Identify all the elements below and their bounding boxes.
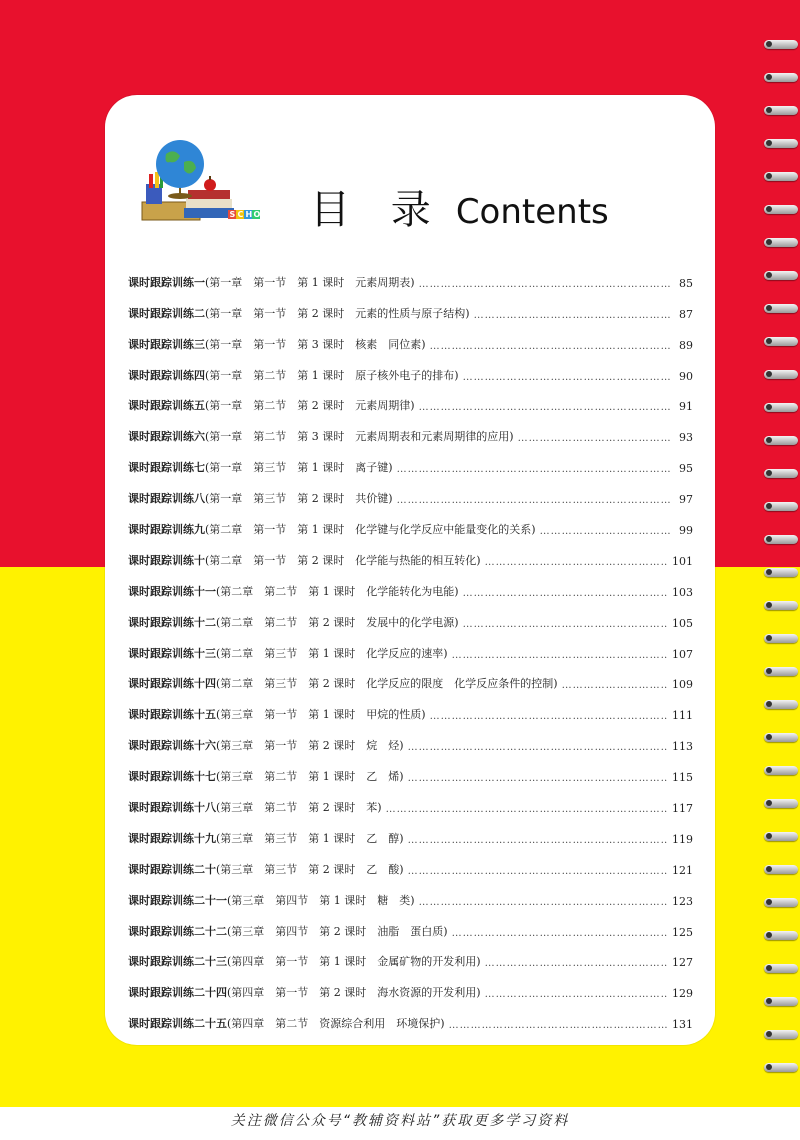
toc-entry-label: 课时跟踪训练五 bbox=[128, 399, 205, 413]
toc-entry-label: 课时跟踪训练二十 bbox=[128, 862, 216, 876]
toc-entry[interactable] bbox=[128, 321, 693, 352]
toc-entry-page: 121 bbox=[672, 863, 693, 877]
spiral-binding bbox=[760, 40, 800, 1100]
toc-entry-page: 123 bbox=[672, 894, 693, 908]
binding-hole bbox=[766, 1031, 772, 1037]
toc-entry-description: (第四章 第一节 第 1 课时 金属矿物的开发利用) bbox=[227, 955, 481, 969]
toc-entry-page: 113 bbox=[672, 740, 693, 754]
dot-leader bbox=[430, 341, 671, 352]
toc-entry-label: 课时跟踪训练三 bbox=[128, 337, 205, 351]
binding-ring bbox=[764, 403, 798, 412]
toc-entry-label: 课时跟踪训练十七 bbox=[128, 770, 216, 784]
binding-hole bbox=[766, 371, 772, 377]
toc-entry-description: (第一章 第二节 第 1 课时 原子核外电子的排布) bbox=[205, 368, 459, 382]
binding-ring bbox=[764, 73, 798, 82]
binding-ring bbox=[764, 865, 798, 874]
toc-entry[interactable] bbox=[128, 568, 693, 599]
binding-ring bbox=[764, 634, 798, 643]
toc-entry-description: (第四章 第一节 第 2 课时 海水资源的开发利用) bbox=[227, 986, 481, 1000]
toc-entry-page: 131 bbox=[672, 1018, 693, 1032]
toc-entry-page: 125 bbox=[672, 925, 693, 939]
binding-ring bbox=[764, 766, 798, 775]
toc-entry[interactable] bbox=[128, 290, 693, 321]
toc-entry-page: 97 bbox=[679, 493, 693, 507]
dot-leader bbox=[463, 372, 671, 383]
binding-hole bbox=[766, 470, 772, 476]
binding-ring bbox=[764, 1030, 798, 1039]
toc-entry-label: 课时跟踪训练十九 bbox=[128, 831, 216, 845]
toc-entry-label: 课时跟踪训练十 bbox=[128, 553, 205, 567]
dot-leader bbox=[430, 711, 668, 722]
binding-hole bbox=[766, 173, 772, 179]
toc-entry[interactable] bbox=[128, 815, 693, 846]
binding-hole bbox=[766, 338, 772, 344]
binding-hole bbox=[766, 767, 772, 773]
toc-entry-label: 课时跟踪训练十一 bbox=[128, 584, 216, 598]
toc-entry-description: (第一章 第一节 第 1 课时 元素周期表) bbox=[205, 275, 415, 289]
toc-entry-label: 课时跟踪训练十五 bbox=[128, 708, 216, 722]
toc-entry-page: 111 bbox=[672, 709, 693, 723]
toc-entry-page: 103 bbox=[672, 585, 693, 599]
binding-hole bbox=[766, 404, 772, 410]
toc-entry-description: (第一章 第一节 第 3 课时 核素 同位素) bbox=[205, 337, 426, 351]
title-english: Contents bbox=[455, 192, 609, 232]
toc-entry-description: (第一章 第二节 第 3 课时 元素周期表和元素周期律的应用) bbox=[205, 430, 514, 444]
toc-entry-page: 119 bbox=[672, 832, 693, 846]
toc-entry-label: 课时跟踪训练二十一 bbox=[128, 893, 227, 907]
toc-entry-description: (第三章 第二节 第 2 课时 苯) bbox=[216, 801, 382, 815]
toc-entry[interactable] bbox=[128, 259, 693, 290]
binding-hole bbox=[766, 239, 772, 245]
toc-entry-description: (第三章 第二节 第 1 课时 乙 烯) bbox=[216, 770, 404, 784]
binding-ring bbox=[764, 40, 798, 49]
toc-entry[interactable] bbox=[128, 784, 693, 815]
binding-hole bbox=[766, 833, 772, 839]
toc-entry-description: (第二章 第三节 第 2 课时 化学反应的限度 化学反应条件的控制) bbox=[216, 677, 558, 691]
binding-hole bbox=[766, 272, 772, 278]
toc-entry-label: 课时跟踪训练二十三 bbox=[128, 955, 227, 969]
binding-hole bbox=[766, 1064, 772, 1070]
toc-entry-label: 课时跟踪训练十三 bbox=[128, 646, 216, 660]
binding-hole bbox=[766, 866, 772, 872]
toc-entry-label: 课时跟踪训练十二 bbox=[128, 615, 216, 629]
dot-leader bbox=[518, 433, 671, 444]
svg-text:C: C bbox=[237, 210, 244, 219]
toc-entry-page: 99 bbox=[679, 524, 693, 538]
toc-entry-description: (第一章 第二节 第 2 课时 元素周期律) bbox=[205, 399, 415, 413]
toc-entry[interactable] bbox=[128, 630, 693, 661]
toc-entry-label: 课时跟踪训练一 bbox=[128, 275, 205, 289]
dot-leader bbox=[474, 310, 671, 321]
binding-ring bbox=[764, 172, 798, 181]
toc-entry[interactable] bbox=[128, 444, 693, 475]
binding-ring bbox=[764, 370, 798, 379]
toc-entry[interactable] bbox=[128, 599, 693, 630]
dot-leader bbox=[408, 742, 668, 753]
binding-ring bbox=[764, 535, 798, 544]
svg-text:O: O bbox=[253, 210, 261, 219]
binding-hole bbox=[766, 536, 772, 542]
dot-leader bbox=[419, 279, 671, 290]
toc-entry-page: 109 bbox=[672, 678, 693, 692]
toc-entry-description: (第一章 第三节 第 2 课时 共价键) bbox=[205, 492, 393, 506]
toc-entry[interactable] bbox=[128, 722, 693, 753]
binding-ring bbox=[764, 568, 798, 577]
toc-entry-page: 101 bbox=[672, 554, 693, 568]
dot-leader bbox=[408, 866, 668, 877]
toc-entry[interactable] bbox=[128, 413, 693, 444]
dot-leader bbox=[485, 989, 668, 1000]
page-title bbox=[310, 178, 609, 235]
toc-entry-page: 117 bbox=[672, 802, 693, 816]
binding-hole bbox=[766, 602, 772, 608]
binding-hole bbox=[766, 998, 772, 1004]
dot-leader bbox=[397, 495, 671, 506]
toc-entry-page: 127 bbox=[672, 956, 693, 970]
binding-hole bbox=[766, 503, 772, 509]
binding-ring bbox=[764, 898, 798, 907]
toc-entry[interactable] bbox=[128, 877, 693, 908]
toc-entry[interactable] bbox=[128, 383, 693, 414]
toc-entry-label: 课时跟踪训练十六 bbox=[128, 739, 216, 753]
toc-entry-description: (第二章 第一节 第 1 课时 化学键与化学反应中能量变化的关系) bbox=[205, 523, 536, 537]
toc-entry-page: 115 bbox=[672, 771, 693, 785]
binding-hole bbox=[766, 140, 772, 146]
toc-entry[interactable] bbox=[128, 537, 693, 568]
binding-ring bbox=[764, 205, 798, 214]
toc-entry-page: 93 bbox=[679, 431, 693, 445]
binding-hole bbox=[766, 569, 772, 575]
table-of-contents bbox=[128, 259, 693, 1031]
toc-entry-description: (第二章 第一节 第 2 课时 化学能与热能的相互转化) bbox=[205, 553, 481, 567]
binding-ring bbox=[764, 733, 798, 742]
binding-ring bbox=[764, 106, 798, 115]
dot-leader bbox=[463, 588, 668, 599]
dot-leader bbox=[419, 897, 668, 908]
toc-entry-description: (第一章 第三节 第 1 课时 离子键) bbox=[205, 461, 393, 475]
dot-leader bbox=[408, 773, 668, 784]
toc-entry-description: (第四章 第二节 资源综合利用 环境保护) bbox=[227, 1017, 445, 1031]
binding-hole bbox=[766, 635, 772, 641]
toc-entry-label: 课时跟踪训练十四 bbox=[128, 677, 216, 691]
title-chinese: 目 录 bbox=[310, 187, 445, 233]
binding-hole bbox=[766, 734, 772, 740]
binding-ring bbox=[764, 469, 798, 478]
dot-leader bbox=[562, 680, 668, 691]
toc-entry-label: 课时跟踪训练六 bbox=[128, 430, 205, 444]
binding-ring bbox=[764, 304, 798, 313]
toc-entry-description: (第二章 第三节 第 1 课时 化学反应的速率) bbox=[216, 646, 448, 660]
footer-note: 关注微信公众号“教辅资料站”获取更多学习资料 bbox=[230, 1113, 570, 1129]
binding-ring bbox=[764, 832, 798, 841]
toc-entry-page: 95 bbox=[679, 462, 693, 476]
dot-leader bbox=[408, 835, 668, 846]
toc-entry-page: 89 bbox=[679, 338, 693, 352]
binding-ring bbox=[764, 1063, 798, 1072]
binding-hole bbox=[766, 899, 772, 905]
binding-ring bbox=[764, 502, 798, 511]
binding-hole bbox=[766, 965, 772, 971]
toc-entry-page: 87 bbox=[679, 307, 693, 321]
binding-ring bbox=[764, 139, 798, 148]
binding-ring bbox=[764, 964, 798, 973]
toc-entry[interactable] bbox=[128, 908, 693, 939]
dot-leader bbox=[419, 402, 671, 413]
binding-hole bbox=[766, 74, 772, 80]
binding-hole bbox=[766, 107, 772, 113]
dot-leader bbox=[463, 619, 668, 630]
toc-entry[interactable] bbox=[128, 939, 693, 970]
toc-entry-page: 90 bbox=[679, 369, 693, 383]
binding-hole bbox=[766, 41, 772, 47]
globe-books-illustration bbox=[140, 132, 265, 227]
toc-entry[interactable] bbox=[128, 506, 693, 537]
toc-entry-description: (第三章 第一节 第 2 课时 烷 烃) bbox=[216, 739, 404, 753]
toc-entry-page: 91 bbox=[679, 400, 693, 414]
dot-leader bbox=[452, 928, 668, 939]
binding-ring bbox=[764, 667, 798, 676]
binding-ring bbox=[764, 337, 798, 346]
binding-ring bbox=[764, 997, 798, 1006]
binding-ring bbox=[764, 436, 798, 445]
toc-entry-description: (第三章 第四节 第 1 课时 糖 类) bbox=[227, 893, 415, 907]
toc-entry-description: (第三章 第四节 第 2 课时 油脂 蛋白质) bbox=[227, 924, 448, 938]
toc-entry-page: 85 bbox=[679, 276, 693, 290]
binding-hole bbox=[766, 668, 772, 674]
toc-entry[interactable] bbox=[128, 969, 693, 1000]
binding-hole bbox=[766, 206, 772, 212]
dot-leader bbox=[485, 557, 668, 568]
binding-hole bbox=[766, 437, 772, 443]
binding-ring bbox=[764, 799, 798, 808]
toc-entry-page: 129 bbox=[672, 987, 693, 1001]
dot-leader bbox=[449, 1020, 668, 1031]
toc-entry[interactable] bbox=[128, 475, 693, 506]
binding-hole bbox=[766, 800, 772, 806]
toc-entry-page: 105 bbox=[672, 616, 693, 630]
toc-entry-description: (第二章 第二节 第 1 课时 化学能转化为电能) bbox=[216, 584, 459, 598]
dot-leader bbox=[452, 650, 668, 661]
toc-entry-label: 课时跟踪训练十八 bbox=[128, 801, 216, 815]
toc-entry-label: 课时跟踪训练八 bbox=[128, 492, 205, 506]
toc-entry[interactable] bbox=[128, 352, 693, 383]
toc-entry-label: 课时跟踪训练二十五 bbox=[128, 1017, 227, 1031]
dot-leader bbox=[540, 526, 671, 537]
toc-entry-label: 课时跟踪训练二十四 bbox=[128, 986, 227, 1000]
binding-hole bbox=[766, 305, 772, 311]
toc-entry[interactable] bbox=[128, 846, 693, 877]
toc-entry-description: (第三章 第一节 第 1 课时 甲烷的性质) bbox=[216, 708, 426, 722]
toc-entry-description: (第一章 第一节 第 2 课时 元素的性质与原子结构) bbox=[205, 306, 470, 320]
binding-ring bbox=[764, 238, 798, 247]
toc-entry-label: 课时跟踪训练七 bbox=[128, 461, 205, 475]
toc-entry-description: (第三章 第三节 第 2 课时 乙 酸) bbox=[216, 862, 404, 876]
binding-hole bbox=[766, 701, 772, 707]
toc-entry[interactable] bbox=[128, 1000, 693, 1031]
binding-ring bbox=[764, 700, 798, 709]
binding-ring bbox=[764, 601, 798, 610]
toc-entry-label: 课时跟踪训练二十二 bbox=[128, 924, 227, 938]
binding-ring bbox=[764, 271, 798, 280]
toc-entry[interactable] bbox=[128, 691, 693, 722]
block-letter: S bbox=[229, 210, 236, 219]
toc-entry-description: (第三章 第三节 第 1 课时 乙 醇) bbox=[216, 831, 404, 845]
toc-entry-page: 107 bbox=[672, 647, 693, 661]
dot-leader bbox=[485, 958, 668, 969]
dot-leader bbox=[397, 464, 671, 475]
toc-entry-label: 课时跟踪训练九 bbox=[128, 523, 205, 537]
svg-text:H: H bbox=[245, 210, 253, 219]
toc-entry-label: 课时跟踪训练四 bbox=[128, 368, 205, 382]
toc-entry-label: 课时跟踪训练二 bbox=[128, 306, 205, 320]
dot-leader bbox=[386, 804, 668, 815]
toc-entry[interactable] bbox=[128, 661, 693, 692]
toc-entry[interactable] bbox=[128, 753, 693, 784]
binding-ring bbox=[764, 931, 798, 940]
binding-hole bbox=[766, 932, 772, 938]
toc-entry-description: (第二章 第二节 第 2 课时 发展中的化学电源) bbox=[216, 615, 459, 629]
